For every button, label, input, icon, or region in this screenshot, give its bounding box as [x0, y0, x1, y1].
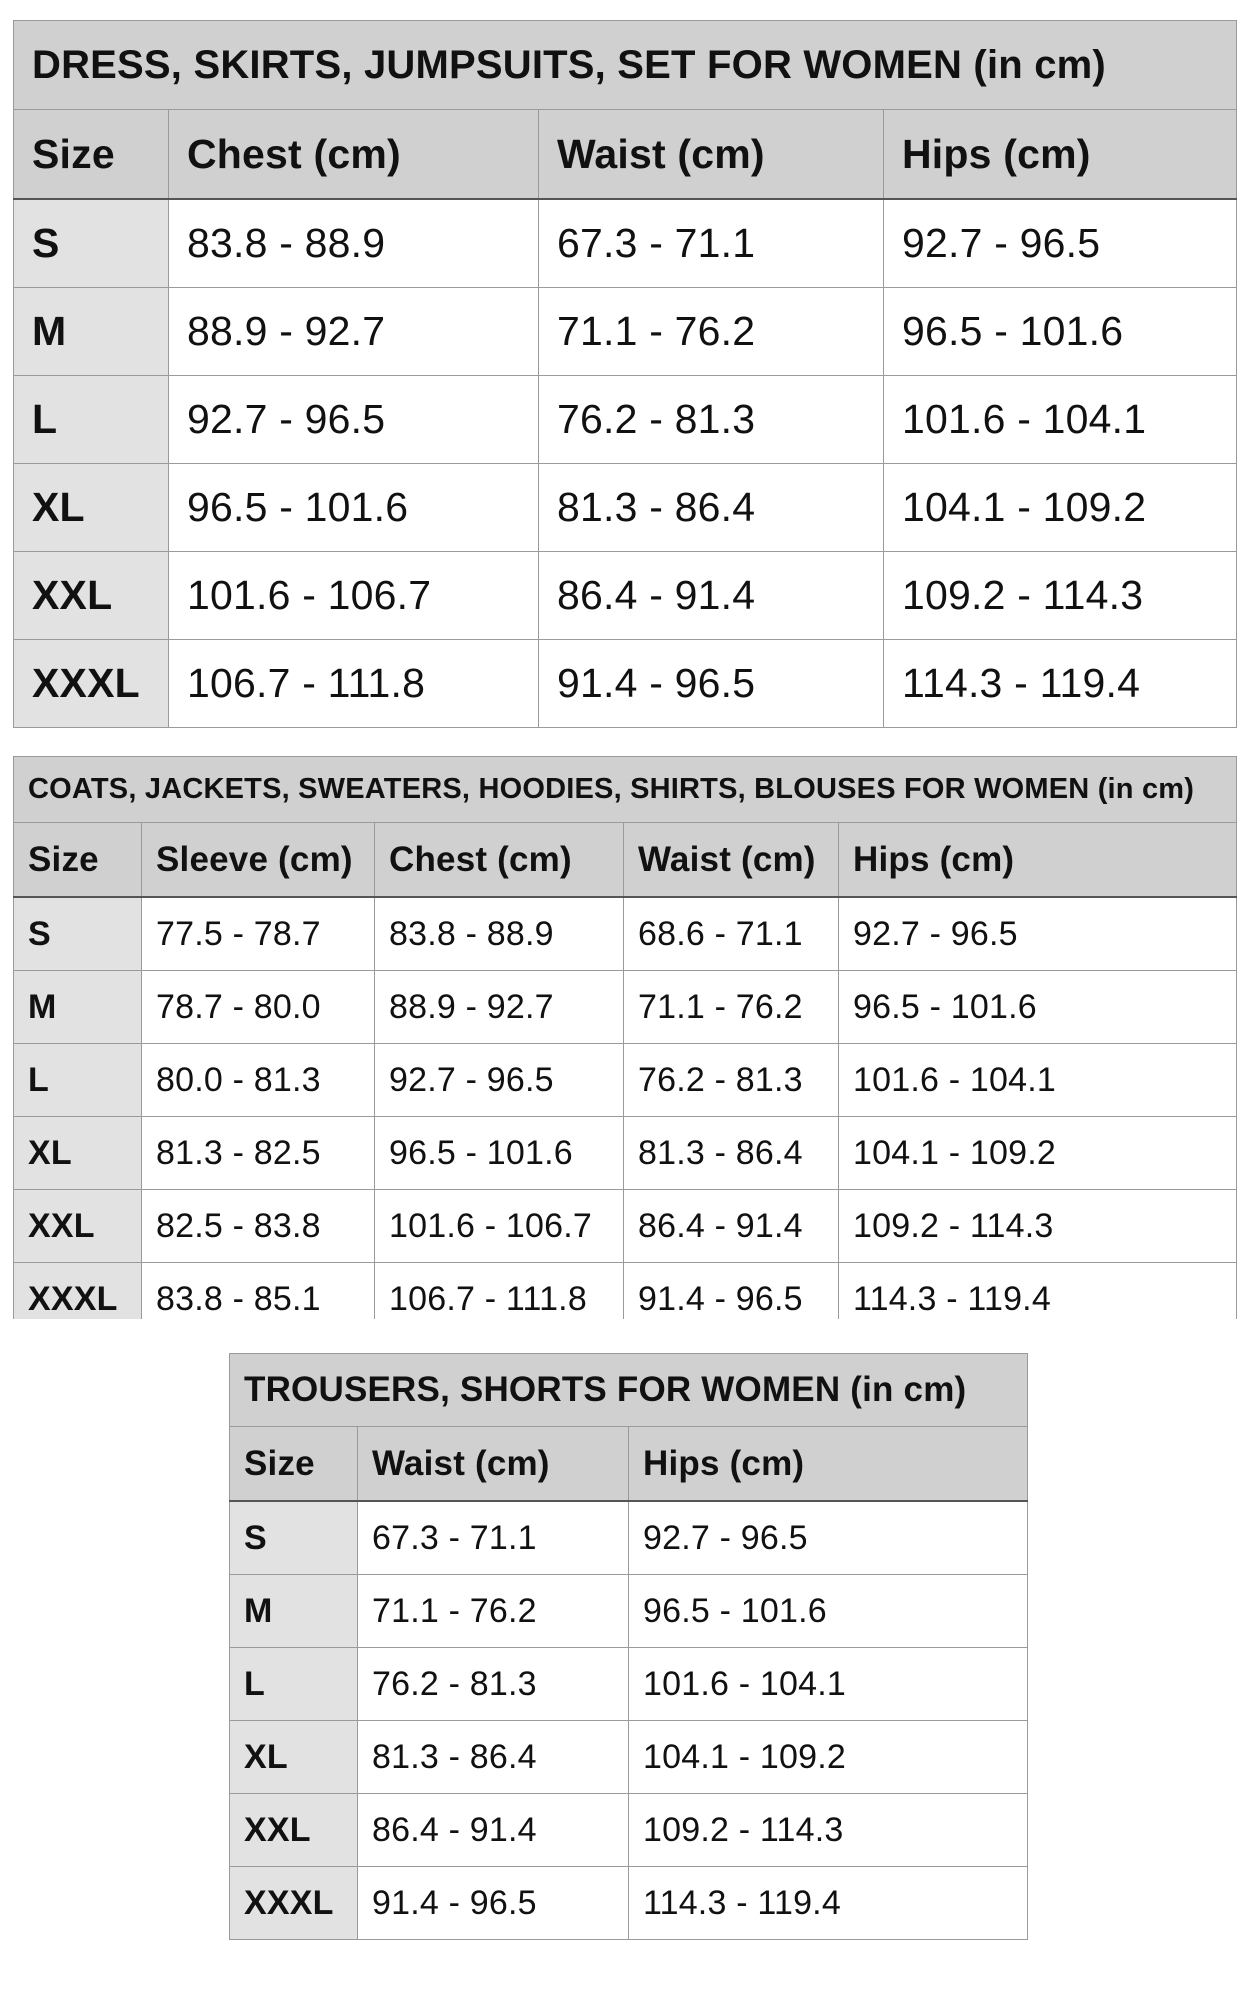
chest-value: 83.8 - 88.9: [375, 897, 624, 971]
table-row: [14, 1190, 1237, 1263]
size-label: XXXL: [14, 1263, 142, 1320]
hips-value: 109.2 - 114.3: [629, 1794, 1028, 1867]
column-header-size: Size: [14, 110, 169, 200]
hips-value: 101.6 - 104.1: [629, 1648, 1028, 1721]
waist-value: 76.2 - 81.3: [358, 1648, 629, 1721]
waist-value: 91.4 - 96.5: [539, 640, 884, 728]
table-row: [230, 1575, 1028, 1648]
waist-value: 76.2 - 81.3: [539, 376, 884, 464]
hips-value: 96.5 - 101.6: [629, 1575, 1028, 1648]
size-label: L: [14, 376, 169, 464]
waist-value: 71.1 - 76.2: [539, 288, 884, 376]
chest-value: 96.5 - 101.6: [169, 464, 539, 552]
size-label: XXXL: [230, 1867, 358, 1940]
column-header-hips: Hips (cm): [629, 1427, 1028, 1502]
size-label: L: [230, 1648, 358, 1721]
size-label: S: [230, 1501, 358, 1575]
hips-value: 92.7 - 96.5: [884, 199, 1237, 288]
chest-value: 101.6 - 106.7: [375, 1190, 624, 1263]
size-label: XL: [14, 1117, 142, 1190]
size-label: XXL: [230, 1794, 358, 1867]
dress-size-table: [13, 20, 1237, 728]
waist-value: 81.3 - 86.4: [358, 1721, 629, 1794]
chest-value: 92.7 - 96.5: [375, 1044, 624, 1117]
hips-value: 104.1 - 109.2: [839, 1117, 1237, 1190]
waist-value: 67.3 - 71.1: [358, 1501, 629, 1575]
size-label: XXXL: [14, 640, 169, 728]
waist-value: 91.4 - 96.5: [624, 1263, 839, 1320]
column-header-hips: Hips (cm): [839, 823, 1237, 898]
size-label: S: [14, 199, 169, 288]
waist-value: 86.4 - 91.4: [624, 1190, 839, 1263]
column-header-chest: Chest (cm): [169, 110, 539, 200]
sleeve-value: 80.0 - 81.3: [142, 1044, 375, 1117]
coats-table-viewport: [13, 756, 1238, 1319]
hips-value: 92.7 - 96.5: [629, 1501, 1028, 1575]
sleeve-value: 78.7 - 80.0: [142, 971, 375, 1044]
column-header-sleeve: Sleeve (cm): [142, 823, 375, 898]
table-row: [14, 552, 1237, 640]
table-row: [14, 199, 1237, 288]
hips-value: 114.3 - 119.4: [839, 1263, 1237, 1320]
chest-value: 83.8 - 88.9: [169, 199, 539, 288]
table-title: DRESS, SKIRTS, JUMPSUITS, SET FOR WOMEN (in cm): [14, 21, 1237, 110]
waist-value: 76.2 - 81.3: [624, 1044, 839, 1117]
table-row: [14, 464, 1237, 552]
column-header-waist: Waist (cm): [539, 110, 884, 200]
table-row: [14, 1044, 1237, 1117]
hips-value: 101.6 - 104.1: [884, 376, 1237, 464]
waist-value: 86.4 - 91.4: [358, 1794, 629, 1867]
chest-value: 106.7 - 111.8: [169, 640, 539, 728]
size-label: XL: [14, 464, 169, 552]
table-row: [14, 1263, 1237, 1320]
hips-value: 109.2 - 114.3: [839, 1190, 1237, 1263]
waist-value: 81.3 - 86.4: [539, 464, 884, 552]
hips-value: 104.1 - 109.2: [629, 1721, 1028, 1794]
column-header-waist: Waist (cm): [358, 1427, 629, 1502]
hips-value: 104.1 - 109.2: [884, 464, 1237, 552]
hips-value: 92.7 - 96.5: [839, 897, 1237, 971]
column-header-waist: Waist (cm): [624, 823, 839, 898]
chest-value: 88.9 - 92.7: [169, 288, 539, 376]
hips-value: 96.5 - 101.6: [884, 288, 1237, 376]
table-row: [14, 640, 1237, 728]
table-row: [14, 376, 1237, 464]
column-header-size: Size: [14, 823, 142, 898]
table-row: [230, 1648, 1028, 1721]
size-label: XXL: [14, 552, 169, 640]
chest-value: 96.5 - 101.6: [375, 1117, 624, 1190]
waist-value: 71.1 - 76.2: [358, 1575, 629, 1648]
hips-value: 114.3 - 119.4: [629, 1867, 1028, 1940]
size-label: XXL: [14, 1190, 142, 1263]
table-row: [230, 1867, 1028, 1940]
table-row: [230, 1794, 1028, 1867]
column-header-chest: Chest (cm): [375, 823, 624, 898]
waist-value: 81.3 - 86.4: [624, 1117, 839, 1190]
table-row: [14, 288, 1237, 376]
header-row: [14, 110, 1237, 200]
sleeve-value: 81.3 - 82.5: [142, 1117, 375, 1190]
waist-value: 91.4 - 96.5: [358, 1867, 629, 1940]
hips-value: 96.5 - 101.6: [839, 971, 1237, 1044]
table-title: COATS, JACKETS, SWEATERS, HOODIES, SHIRTS, BLOUSES FOR WOMEN (in cm): [14, 757, 1237, 823]
trousers-size-table: [229, 1353, 1028, 1940]
waist-value: 71.1 - 76.2: [624, 971, 839, 1044]
chest-value: 88.9 - 92.7: [375, 971, 624, 1044]
waist-value: 68.6 - 71.1: [624, 897, 839, 971]
chest-value: 101.6 - 106.7: [169, 552, 539, 640]
table-row: [14, 897, 1237, 971]
size-label: M: [14, 288, 169, 376]
chest-value: 92.7 - 96.5: [169, 376, 539, 464]
table-row: [230, 1721, 1028, 1794]
sleeve-value: 82.5 - 83.8: [142, 1190, 375, 1263]
column-header-hips: Hips (cm): [884, 110, 1237, 200]
column-header-size: Size: [230, 1427, 358, 1502]
size-label: XL: [230, 1721, 358, 1794]
sleeve-value: 77.5 - 78.7: [142, 897, 375, 971]
table-row: [230, 1501, 1028, 1575]
hips-value: 109.2 - 114.3: [884, 552, 1237, 640]
table-title: TROUSERS, SHORTS FOR WOMEN (in cm): [230, 1354, 1028, 1427]
hips-value: 101.6 - 104.1: [839, 1044, 1237, 1117]
size-label: M: [14, 971, 142, 1044]
waist-value: 67.3 - 71.1: [539, 199, 884, 288]
sleeve-value: 83.8 - 85.1: [142, 1263, 375, 1320]
table-row: [14, 1117, 1237, 1190]
coats-size-table: [13, 756, 1237, 1319]
chest-value: 106.7 - 111.8: [375, 1263, 624, 1320]
table-row: [14, 971, 1237, 1044]
header-row: [230, 1427, 1028, 1502]
waist-value: 86.4 - 91.4: [539, 552, 884, 640]
size-label: L: [14, 1044, 142, 1117]
size-label: S: [14, 897, 142, 971]
header-row: [14, 823, 1237, 898]
size-label: M: [230, 1575, 358, 1648]
hips-value: 114.3 - 119.4: [884, 640, 1237, 728]
